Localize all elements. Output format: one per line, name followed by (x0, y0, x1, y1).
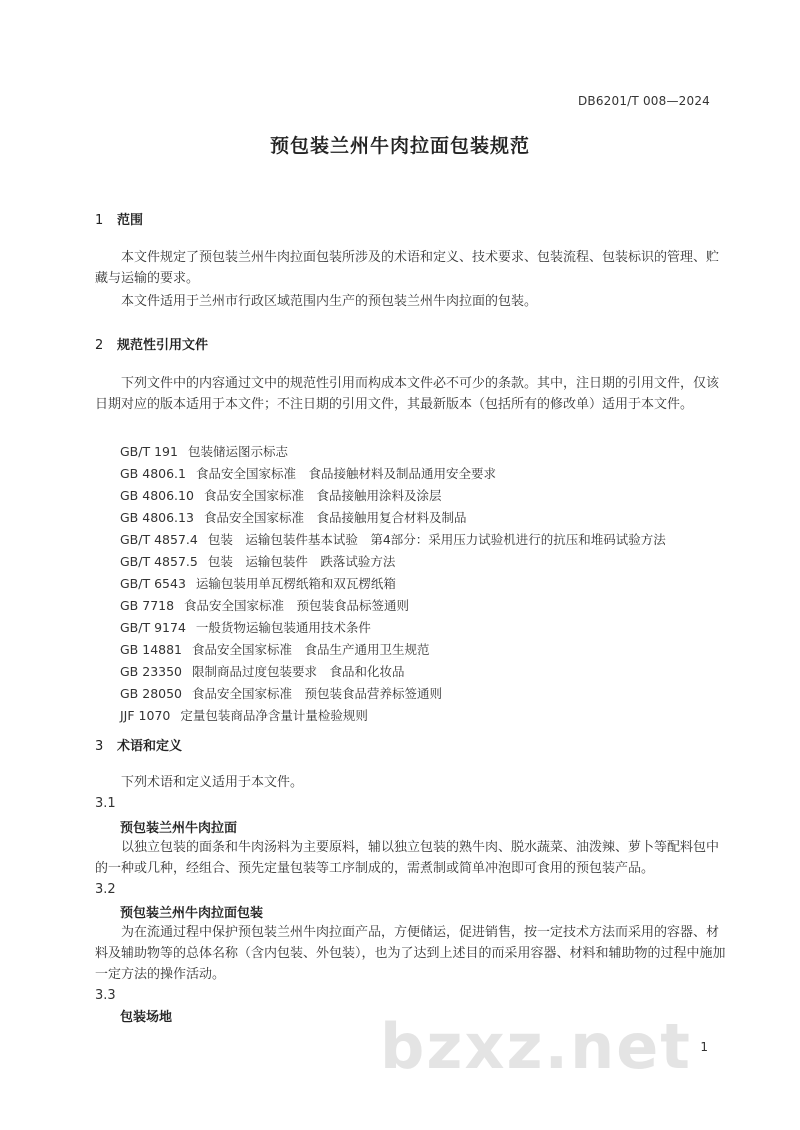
reference-code: GB 4806.10 (120, 488, 194, 503)
scope-paragraph-1: 本文件规定了预包装兰州牛肉拉面包装所涉及的术语和定义、技术要求、包装流程、包装标识的管理、贮藏与运输的要求。 (95, 250, 720, 286)
reference-name: 包装 运输包装件 跌落试验方法 (207, 554, 396, 569)
section-number: 1 (95, 213, 104, 228)
reference-code: GB 28050 (120, 686, 182, 701)
reference-name: 一般货物运输包装通用技术条件 (195, 620, 371, 635)
reference-name: 食品安全国家标准 食品接触用复合材料及制品 (203, 510, 467, 525)
references-intro: 下列文件中的内容通过文中的规范性引用而构成本文件必不可少的条款。其中，注日期的引用文件，仅该日期对应的版本适用于本文件；不注日期的引用文件，其最新版本（包括所有的修改单）适用于本文件。 (95, 376, 720, 412)
section-title: 术语和定义 (117, 739, 183, 754)
reference-item (120, 552, 395, 570)
reference-code: GB/T 4857.5 (120, 554, 198, 569)
reference-item (120, 662, 405, 680)
reference-item (120, 706, 368, 724)
page-number: 1 (700, 1040, 708, 1054)
term-name: 预包装兰州牛肉拉面包装 (120, 906, 264, 921)
reference-item (120, 530, 666, 548)
reference-code: GB/T 4857.4 (120, 532, 198, 547)
reference-code: GB/T 6543 (120, 576, 186, 591)
reference-name: 食品安全国家标准 预包装食品标签通则 (184, 598, 410, 613)
reference-item (120, 640, 430, 658)
section-title: 范围 (117, 213, 144, 228)
reference-item (120, 464, 496, 482)
reference-code: GB 7718 (120, 598, 175, 613)
term-name: 包装场地 (120, 1010, 173, 1025)
reference-name: 包装 运输包装件基本试验 第4部分：采用压力试验机进行的抗压和堆码试验方法 (207, 532, 666, 547)
section-heading-terms (95, 735, 182, 754)
reference-item (120, 618, 371, 636)
reference-name: 食品安全国家标准 预包装食品营养标签通则 (192, 686, 443, 701)
reference-item (120, 684, 442, 702)
reference-name: 运输包装用单瓦楞纸箱和双瓦楞纸箱 (195, 576, 396, 591)
reference-code: GB 14881 (120, 642, 182, 657)
scope-paragraph-2: 本文件适用于兰州市行政区域范围内生产的预包装兰州牛肉拉面的包装。 (121, 294, 538, 309)
reference-code: GB 23350 (120, 664, 182, 679)
section-heading-normative-references (95, 334, 208, 353)
term-definition: 以独立包装的面条和牛肉汤料为主要原料，辅以独立包装的熟牛肉、脱水蔬菜、油泼辣、萝卜等配料包中的一种或几种，经组合、预先定量包装等工序制成的，需煮制或简单冲泡即可食用的预包装产品。 (95, 840, 720, 876)
reference-item (120, 596, 409, 614)
term-definition: 为在流通过程中保护预包装兰州牛肉拉面产品，方便储运，促进销售，按一定技术方法而采用的容器、材料及辅助物等的总体名称（含内包装、外包装），也为了达到上述目的而采用容器、材料和辅助物的过程中施加一定方法的操作活动。 (95, 925, 726, 982)
reference-item (120, 486, 441, 504)
reference-name: 食品安全国家标准 食品接触材料及制品通用安全要求 (195, 466, 496, 481)
reference-name: 限制商品过度包装要求 食品和化妆品 (192, 664, 405, 679)
reference-code: GB 4806.1 (120, 466, 186, 481)
reference-code: JJF 1070 (120, 708, 171, 723)
reference-code: GB/T 191 (120, 444, 178, 459)
reference-item (120, 574, 396, 592)
reference-item (120, 508, 466, 526)
section-number: 2 (95, 338, 104, 353)
term-name: 预包装兰州牛肉拉面 (120, 821, 238, 836)
term-number: 3.1 (95, 796, 116, 811)
reference-name: 食品安全国家标准 食品接触用涂料及涂层 (203, 488, 442, 503)
reference-name: 包装储运图示标志 (187, 444, 288, 459)
reference-item (120, 442, 288, 460)
term-number: 3.3 (95, 988, 116, 1003)
document-title: 预包装兰州牛肉拉面包装规范 (269, 135, 530, 157)
reference-code: GB 4806.13 (120, 510, 194, 525)
term-number: 3.2 (95, 882, 116, 897)
reference-name: 定量包装商品净含量计量检验规则 (180, 708, 368, 723)
reference-name: 食品安全国家标准 食品生产通用卫生规范 (192, 642, 430, 657)
document-code: DB6201/T 008—2024 (577, 94, 710, 108)
watermark-text: bzxz.net (380, 1010, 692, 1083)
reference-code: GB/T 9174 (120, 620, 186, 635)
terms-intro: 下列术语和定义适用于本文件。 (121, 775, 304, 790)
section-number: 3 (95, 739, 104, 754)
section-title: 规范性引用文件 (117, 338, 209, 353)
section-heading-scope (95, 209, 143, 228)
